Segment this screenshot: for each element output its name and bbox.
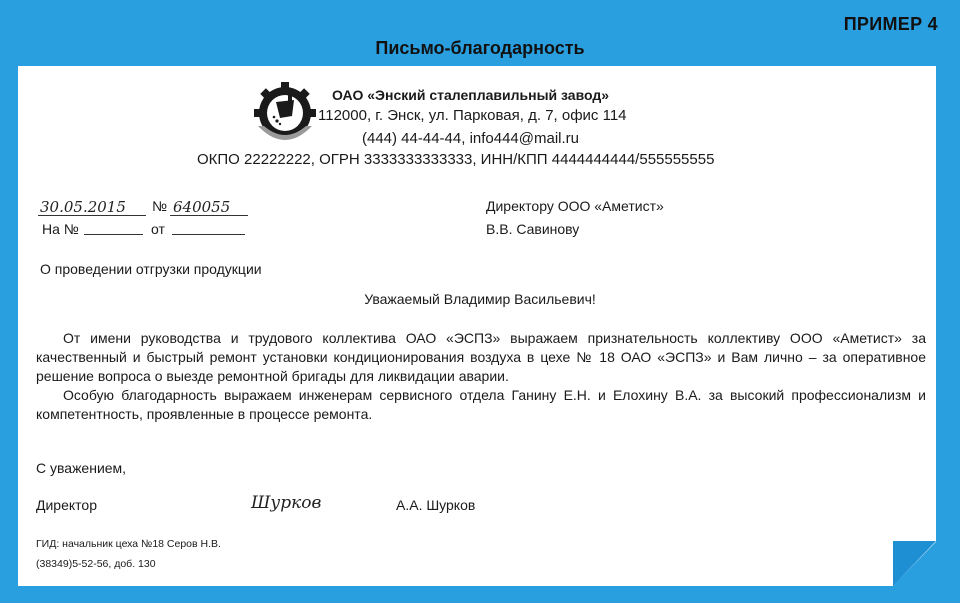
- company-name: ОАО «Энский сталеплавильный завод»: [332, 87, 610, 103]
- reply-from-label: от: [151, 221, 165, 237]
- outgoing-number: 640055: [170, 200, 248, 216]
- outgoing-number-line: [170, 199, 248, 216]
- executor-phone: (38349)5-52-56, доб. 130: [36, 558, 156, 570]
- reply-from-date-line: [172, 222, 245, 238]
- body-paragraph-1: От имени руководства и трудового коллектива ОАО «ЭСПЗ» выражаем признательность коллективу ООО «Аметист» за качественный и быстрый ремонт установки кондиционирования воздуха в цехе № 18 ОАО «ЭСПЗ» и Вам лично – за оперативное решение вопроса о выезде ремонтной бригады для ликвидации аварии.: [36, 330, 926, 384]
- signer-position: Директор: [36, 497, 97, 513]
- reply-to-label: На №: [42, 221, 79, 237]
- number-sign: №: [152, 198, 168, 214]
- company-contacts: (444) 44-44-44, info444@mail.ru: [362, 130, 580, 147]
- handwritten-signature: Шурков: [251, 493, 322, 513]
- example-label: ПРИМЕР 4: [843, 14, 938, 34]
- closing-phrase: С уважением,: [36, 460, 127, 476]
- executor-info: ГИД: начальник цеха №18 Серов Н.В.: [36, 538, 221, 550]
- addressee-line-2: В.В. Савинову: [486, 221, 580, 237]
- reply-to-number-line: [84, 222, 143, 238]
- signer-name: А.А. Шурков: [396, 497, 476, 513]
- addressee-line-1: Директору ООО «Аметист»: [486, 198, 664, 214]
- document-title: Письмо-благодарность: [375, 38, 585, 58]
- outgoing-date-line: [38, 199, 146, 216]
- outgoing-date: 30.05.2015: [38, 200, 146, 216]
- salutation: Уважаемый Владимир Васильевич!: [364, 291, 596, 307]
- company-address: 112000, г. Энск, ул. Парковая, д. 7, офис 114: [318, 107, 627, 124]
- gear-factory-logo-icon: [250, 82, 320, 152]
- letter-subject: О проведении отгрузки продукции: [40, 261, 262, 277]
- body-paragraph-2: Особую благодарность выражаем инженерам сервисного отдела Ганину Е.Н. и Елохину В.А. за высокий профессионализм и компетентность, проявленные в процессе ремонта.: [36, 387, 926, 422]
- company-codes: ОКПО 22222222, ОГРН 3333333333333, ИНН/КПП 4444444444/555555555: [197, 151, 715, 168]
